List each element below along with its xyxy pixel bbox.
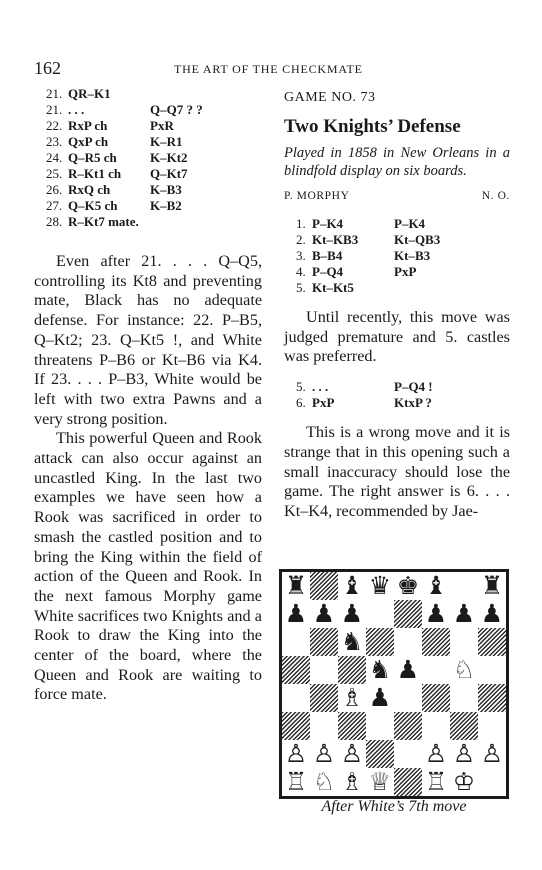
white-move: QR–K1 [68,86,111,101]
black-move: Kt–B3 [394,248,431,263]
move-list-opening [284,216,510,296]
game-subtitle: Played in 1858 in New Orleans in a blindfold display on six boards. [284,145,510,179]
move-row [34,214,262,230]
board-square [422,712,450,740]
black-pawn-icon: ♟ [312,599,336,628]
board-square [282,628,310,656]
black-move: K–B3 [150,182,182,197]
black-move: P–K4 [394,216,426,231]
board-square [366,740,394,768]
move-number: 27. [46,198,63,213]
move-row [284,395,510,411]
board-square [310,656,338,684]
black-move: K–R1 [150,134,183,149]
white-move: RxP ch [68,118,108,133]
board-square [450,684,478,712]
board-square [422,684,450,712]
black-bishop-icon: ♝ [422,572,450,600]
move-number: 1. [296,216,306,231]
white-knight-icon: ♘ [450,656,478,684]
black-pawn-icon: ♟ [480,599,504,628]
move-row [284,264,510,280]
board-square [366,628,394,656]
white-move: Q–R5 ch [68,150,117,165]
white-king-icon: ♔ [450,768,478,796]
white-move: . . . [68,102,85,117]
move-row [34,134,262,150]
move-row [34,198,262,214]
white-move: PxP [312,395,335,411]
move-number: 21. [46,86,63,101]
white-move: R–Kt7 mate. [68,214,139,229]
black-rook-icon: ♜ [478,572,506,600]
move-list-continuation [284,379,510,411]
board-square [450,572,478,600]
white-move: Kt–KB3 [312,232,359,247]
move-row [34,150,262,166]
board-square [338,712,366,740]
move-number: 2. [296,232,306,247]
board-square [310,712,338,740]
board-square [394,740,422,768]
black-move: Q–Q7 ? ? [150,102,203,117]
move-row [284,379,510,395]
board-square [478,656,506,684]
page-number: 162 [34,58,61,78]
black-pawn-icon: ♟ [394,656,422,684]
board-square [338,656,366,684]
move-row [34,86,262,102]
white-bishop-icon: ♗ [340,683,364,712]
board-square [450,628,478,656]
board-square [394,600,422,628]
black-player: N. O. [481,190,510,202]
board-square [310,684,338,712]
board-square [282,684,310,712]
white-player: P. MORPHY [284,190,350,202]
move-number: 6. [296,395,306,411]
black-move: K–B2 [150,198,182,213]
white-move: R–Kt1 ch [68,166,122,181]
board-square [422,628,450,656]
move-row [284,280,510,296]
board-square [282,656,310,684]
board-square [394,768,422,796]
move-row [34,102,262,118]
white-rook-icon: ♖ [282,768,310,796]
white-pawn-icon: ♙ [310,740,338,768]
move-row [34,166,262,182]
board-square [478,768,506,796]
board-square [282,712,310,740]
board-square [310,572,338,600]
white-rook-icon: ♖ [424,767,448,796]
white-pawn-icon: ♙ [422,740,450,768]
paragraph-note-2: This is a wrong move and it is strange that in this opening such a small inaccuracy should lose the game. The right answer is 6. . . . Kt–K4, recommended by Jae- [284,423,510,520]
move-number: 3. [296,248,306,263]
board-square [478,684,506,712]
left-column [34,86,262,705]
chess-board [282,572,506,796]
paragraph-intro: This powerful Queen and Rook attack can also occur against an uncastled King. In the last two examples we have seen how a Rook was sacrificed in order to smash the castled position and to bring the King within the field of action of the Queen and Rook. In the next famous Morphy game White sacrifices two Knights and a Rook to draw the King into the center of the board, where the Queen and Rook are waiting to force mate. [34,429,262,704]
move-list-left [34,86,262,230]
black-move: Kt–QB3 [394,232,441,247]
black-knight-icon: ♞ [368,655,392,684]
board-square [310,628,338,656]
white-pawn-icon: ♙ [284,739,308,768]
white-move: Q–K5 ch [68,198,118,213]
black-move: PxP [394,264,417,279]
chess-diagram [279,569,509,799]
players-line [284,190,510,208]
board-square [450,712,478,740]
board-square [422,656,450,684]
white-knight-icon: ♘ [312,767,336,796]
move-number: 25. [46,166,63,181]
board-square [478,628,506,656]
board-square [394,684,422,712]
white-bishop-icon: ♗ [338,768,366,796]
white-move: RxQ ch [68,182,111,197]
move-number: 26. [46,182,63,197]
move-row [284,248,510,264]
black-pawn-icon: ♟ [282,600,310,628]
board-square [366,600,394,628]
move-number: 24. [46,150,63,165]
page-header [34,58,514,80]
move-number: 5. [296,379,306,395]
white-queen-icon: ♕ [368,767,392,796]
black-move: K–Kt2 [150,150,188,165]
move-row [284,216,510,232]
white-move: B–B4 [312,248,343,263]
white-pawn-icon: ♙ [452,739,476,768]
diagram-caption: After White’s 7th move [321,798,467,815]
board-square [394,628,422,656]
black-pawn-icon: ♟ [366,684,394,712]
black-move: KtxP ? [394,395,432,411]
black-move: Q–Kt7 [150,166,188,181]
white-move: Kt–Kt5 [312,280,354,295]
black-rook-icon: ♜ [284,571,308,600]
move-row [284,232,510,248]
paragraph-note-1: Until recently, this move was judged premature and 5. castles was preferred. [284,308,510,366]
game-title: Two Knights’ Defense [284,116,461,137]
move-number: 23. [46,134,63,149]
white-pawn-icon: ♙ [478,740,506,768]
move-row [34,182,262,198]
right-column [284,86,510,522]
paragraph-analysis: Even after 21. . . . Q–Q5, controlling its Kt8 and preventing mate, Black has no adequate defense. For instance: 22. P–B5, Q–Kt2; 23. Q–Kt5 !, and White threatens P–B6 or Kt–B6 via K4. If 23. . . . P–B3, White would be left with two extra Pawns and a very strong position. [34,252,262,428]
black-queen-icon: ♛ [366,572,394,600]
black-king-icon: ♚ [396,571,420,600]
move-number: 28. [46,214,63,229]
white-pawn-icon: ♙ [340,739,364,768]
board-square [394,712,422,740]
move-row [34,118,262,134]
black-knight-icon: ♞ [340,627,364,656]
running-head: THE ART OF THE CHECKMATE [174,62,363,76]
move-number: 22. [46,118,63,133]
move-number: 4. [296,264,306,279]
black-move: PxR [150,118,174,133]
white-move: P–Q4 [312,264,344,279]
board-square [366,712,394,740]
game-number: GAME NO. 73 [284,90,376,105]
black-pawn-icon: ♟ [424,599,448,628]
move-number: 21. [46,102,63,117]
board-square [478,712,506,740]
black-bishop-icon: ♝ [340,571,364,600]
black-pawn-icon: ♟ [450,600,478,628]
white-move: QxP ch [68,134,109,149]
black-move: P–Q4 ! [394,379,433,395]
white-move: . . . [312,379,329,395]
white-move: P–K4 [312,216,344,231]
move-number: 5. [296,280,306,295]
black-pawn-icon: ♟ [338,600,366,628]
